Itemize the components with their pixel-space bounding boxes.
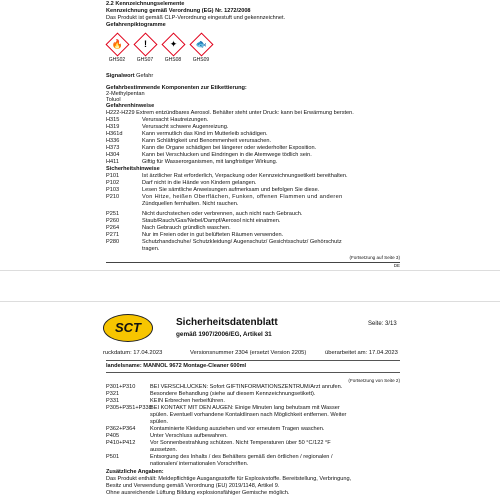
pictogram-ghs08: [162, 34, 184, 63]
hazard-statement: H336 Kann Schläfrigkeit und Benommenheit verursachen.: [106, 138, 272, 144]
safety-statement: P501 Entsorgung des Inhalts / des Behälters gemäß den örtlichen / regionalen /: [106, 454, 333, 460]
safety-statement: Zündquellen fernhalten. Nicht rauchen.: [142, 201, 239, 207]
safety-heading: Sicherheitshinweise: [106, 166, 160, 172]
safety-statement: P260 Staub/Rauch/Gas/Nebel/Dampf/Aerosol nicht einatmen.: [106, 218, 281, 224]
pictogram-code: GHS08: [164, 57, 182, 63]
safety-statement: P251 Nicht durchstechen oder verbrennen, auch nicht nach Gebrauch.: [106, 211, 303, 217]
health-hazard-icon: ✦: [169, 39, 177, 49]
extra-line: Das Produkt enthält: Meldepflichtige Ausgangsstoffe für Explosivstoffe. Bereitstellung, Verbringung,: [106, 476, 352, 482]
product-header: [106, 360, 400, 373]
page-separator: [0, 270, 500, 302]
pictogram-code: GHS09: [192, 57, 210, 63]
safety-statement: P305+P351+P338BEI KONTAKT MIT DEN AUGEN: Einige Minuten lang behutsam mit Wasser: [106, 405, 340, 411]
hazard-statement: H319 Verursacht schwere Augenreizung.: [106, 124, 229, 130]
flame-icon: 🔥: [111, 39, 123, 49]
pictograms-heading: Gefahrenpiktogramme: [106, 22, 166, 28]
exclamation-icon: !: [143, 39, 147, 49]
safety-statement: P321 Besondere Behandlung (siehe auf diesem Kennzeichnungsetikett).: [106, 391, 316, 397]
document-subtitle: gemäß 1907/2006/EG, Artikel 31: [176, 331, 272, 338]
continued-note: (Fortsetzung auf Seite 3): [349, 255, 400, 260]
safety-statement: P410+P412 Vor Sonnenbestrahlung schützen. Nicht Temperaturen über 50 °C/122 °F: [106, 440, 331, 446]
hazard-statement: H411 Giftig für Wasserorganismen, mit langfristiger Wirkung.: [106, 159, 278, 165]
signal-label: Signalwort: [106, 73, 135, 79]
page-number: Seite: 3/13: [368, 321, 397, 327]
hazard-heading: Gefahrenhinweise: [106, 103, 155, 109]
pictogram-ghs02: [106, 34, 128, 63]
safety-statement: P101 Ist ärztlicher Rat erforderlich, Verpackung oder Kennzeichnungsetikett bereithalten.: [106, 173, 348, 179]
safety-statement: P210 Von Hitze, heißen Oberflächen, Funken, offenen Flammen und anderen: [106, 194, 343, 200]
safety-statement: P103 Lesen Sie sämtliche Anweisungen aufmerksam und befolgen Sie diese.: [106, 187, 320, 193]
hazard-statement: H315 Verursacht Hautreizungen.: [106, 117, 209, 123]
safety-statement: P362+P364 Kontaminierte Kleidung ausziehen und vor erneutem Tragen waschen.: [106, 426, 325, 432]
pictogram-row: [106, 34, 212, 63]
component-item: 2-Methylpentan: [106, 91, 145, 97]
safety-statement: spülen.: [150, 419, 169, 425]
continued-from-note: (Fortsetzung von Seite 2): [348, 378, 400, 383]
safety-statement: tragen.: [142, 246, 160, 252]
pictogram-code: GHS02: [108, 57, 126, 63]
pictogram-ghs09: [190, 34, 212, 63]
safety-statement: nationalen/ internationalen Vorschriften.: [150, 461, 249, 467]
pictogram-ghs07: [134, 34, 156, 63]
section-heading: 2.2 Kennzeichnungselemente: [106, 1, 185, 7]
safety-statement: P280 Schutzhandschuhe/ Schutzkleidung/ Augenschutz/ Gesichtsschutz/ Gehörschutz: [106, 239, 342, 245]
extra-heading: Zusätzliche Angaben:: [106, 469, 164, 475]
document-title: Sicherheitsdatenblatt: [176, 317, 278, 328]
safety-statement: P405 Unter Verschluss aufbewahren.: [106, 433, 228, 439]
component-item: Toluol: [106, 97, 121, 103]
safety-statement: P102 Darf nicht in die Hände von Kindern gelangen.: [106, 180, 257, 186]
safety-statement: aussetzen.: [150, 447, 178, 453]
safety-statement: P271 Nur im Freien oder in gut belüfteten Räumen verwenden.: [106, 232, 284, 238]
pictogram-code: GHS07: [136, 57, 154, 63]
print-date: ruckdatum: 17.04.2023: [103, 350, 163, 356]
product-name: landelsname: MANNOL 9672 Montage-Cleaner 600ml: [106, 363, 247, 369]
hazard-statement: H373 Kann die Organe schädigen bei längerer oder wiederholter Exposition.: [106, 145, 317, 151]
safety-statement: P301+P310 BEI VERSCHLUCKEN: Sofort GIFTINFORMATIONSZENTRUM/Arzt anrufen.: [106, 384, 343, 390]
hazard-statement: H361d Kann vermutlich das Kind im Mutterleib schädigen.: [106, 131, 268, 137]
extra-line: Besitz und Verwendung gemäß Verordnung (EU) 2019/1148, Artikel 9.: [106, 483, 280, 489]
signal-word-line: [106, 73, 153, 79]
sct-logo: SCT: [103, 314, 153, 342]
signal-word: Gefahr: [136, 73, 154, 79]
extra-line: Ohne ausreichende Lüftung Bildung explosionsfähiger Gemische möglich.: [106, 490, 290, 496]
revision-date: überarbeitet am: 17.04.2023: [325, 350, 398, 356]
safety-statement: P331 KEIN Erbrechen herbeiführen.: [106, 398, 225, 404]
safety-statement: spülen. Eventuell vorhandene Kontaktlinsen nach Möglichkeit entfernen. Weiter: [150, 412, 347, 418]
page-code: DE: [393, 263, 400, 268]
footer-rule: [106, 262, 400, 263]
version-number: Versionsnummer 2304 (ersetzt Version 2205): [190, 350, 307, 356]
environment-icon: 🐟: [195, 39, 207, 49]
regulation-heading: Kennzeichnung gemäß Verordnung (EG) Nr. 1272/2008: [106, 8, 251, 14]
hazard-statement: H304 Kann bei Verschlucken und Eindringen in die Atemwege tödlich sein.: [106, 152, 312, 158]
components-heading: Gefahrbestimmende Komponenten zur Etikettierung:: [106, 85, 247, 91]
hazard-statement: H222-H229 Extrem entzündbares Aerosol. Behälter steht unter Druck: kann bei Erwärmung bersten.: [106, 110, 354, 116]
safety-statement: P264 Nach Gebrauch gründlich waschen.: [106, 225, 231, 231]
regulation-text: Das Produkt ist gemäß CLP-Verordnung eingestuft und gekennzeichnet.: [106, 15, 286, 21]
